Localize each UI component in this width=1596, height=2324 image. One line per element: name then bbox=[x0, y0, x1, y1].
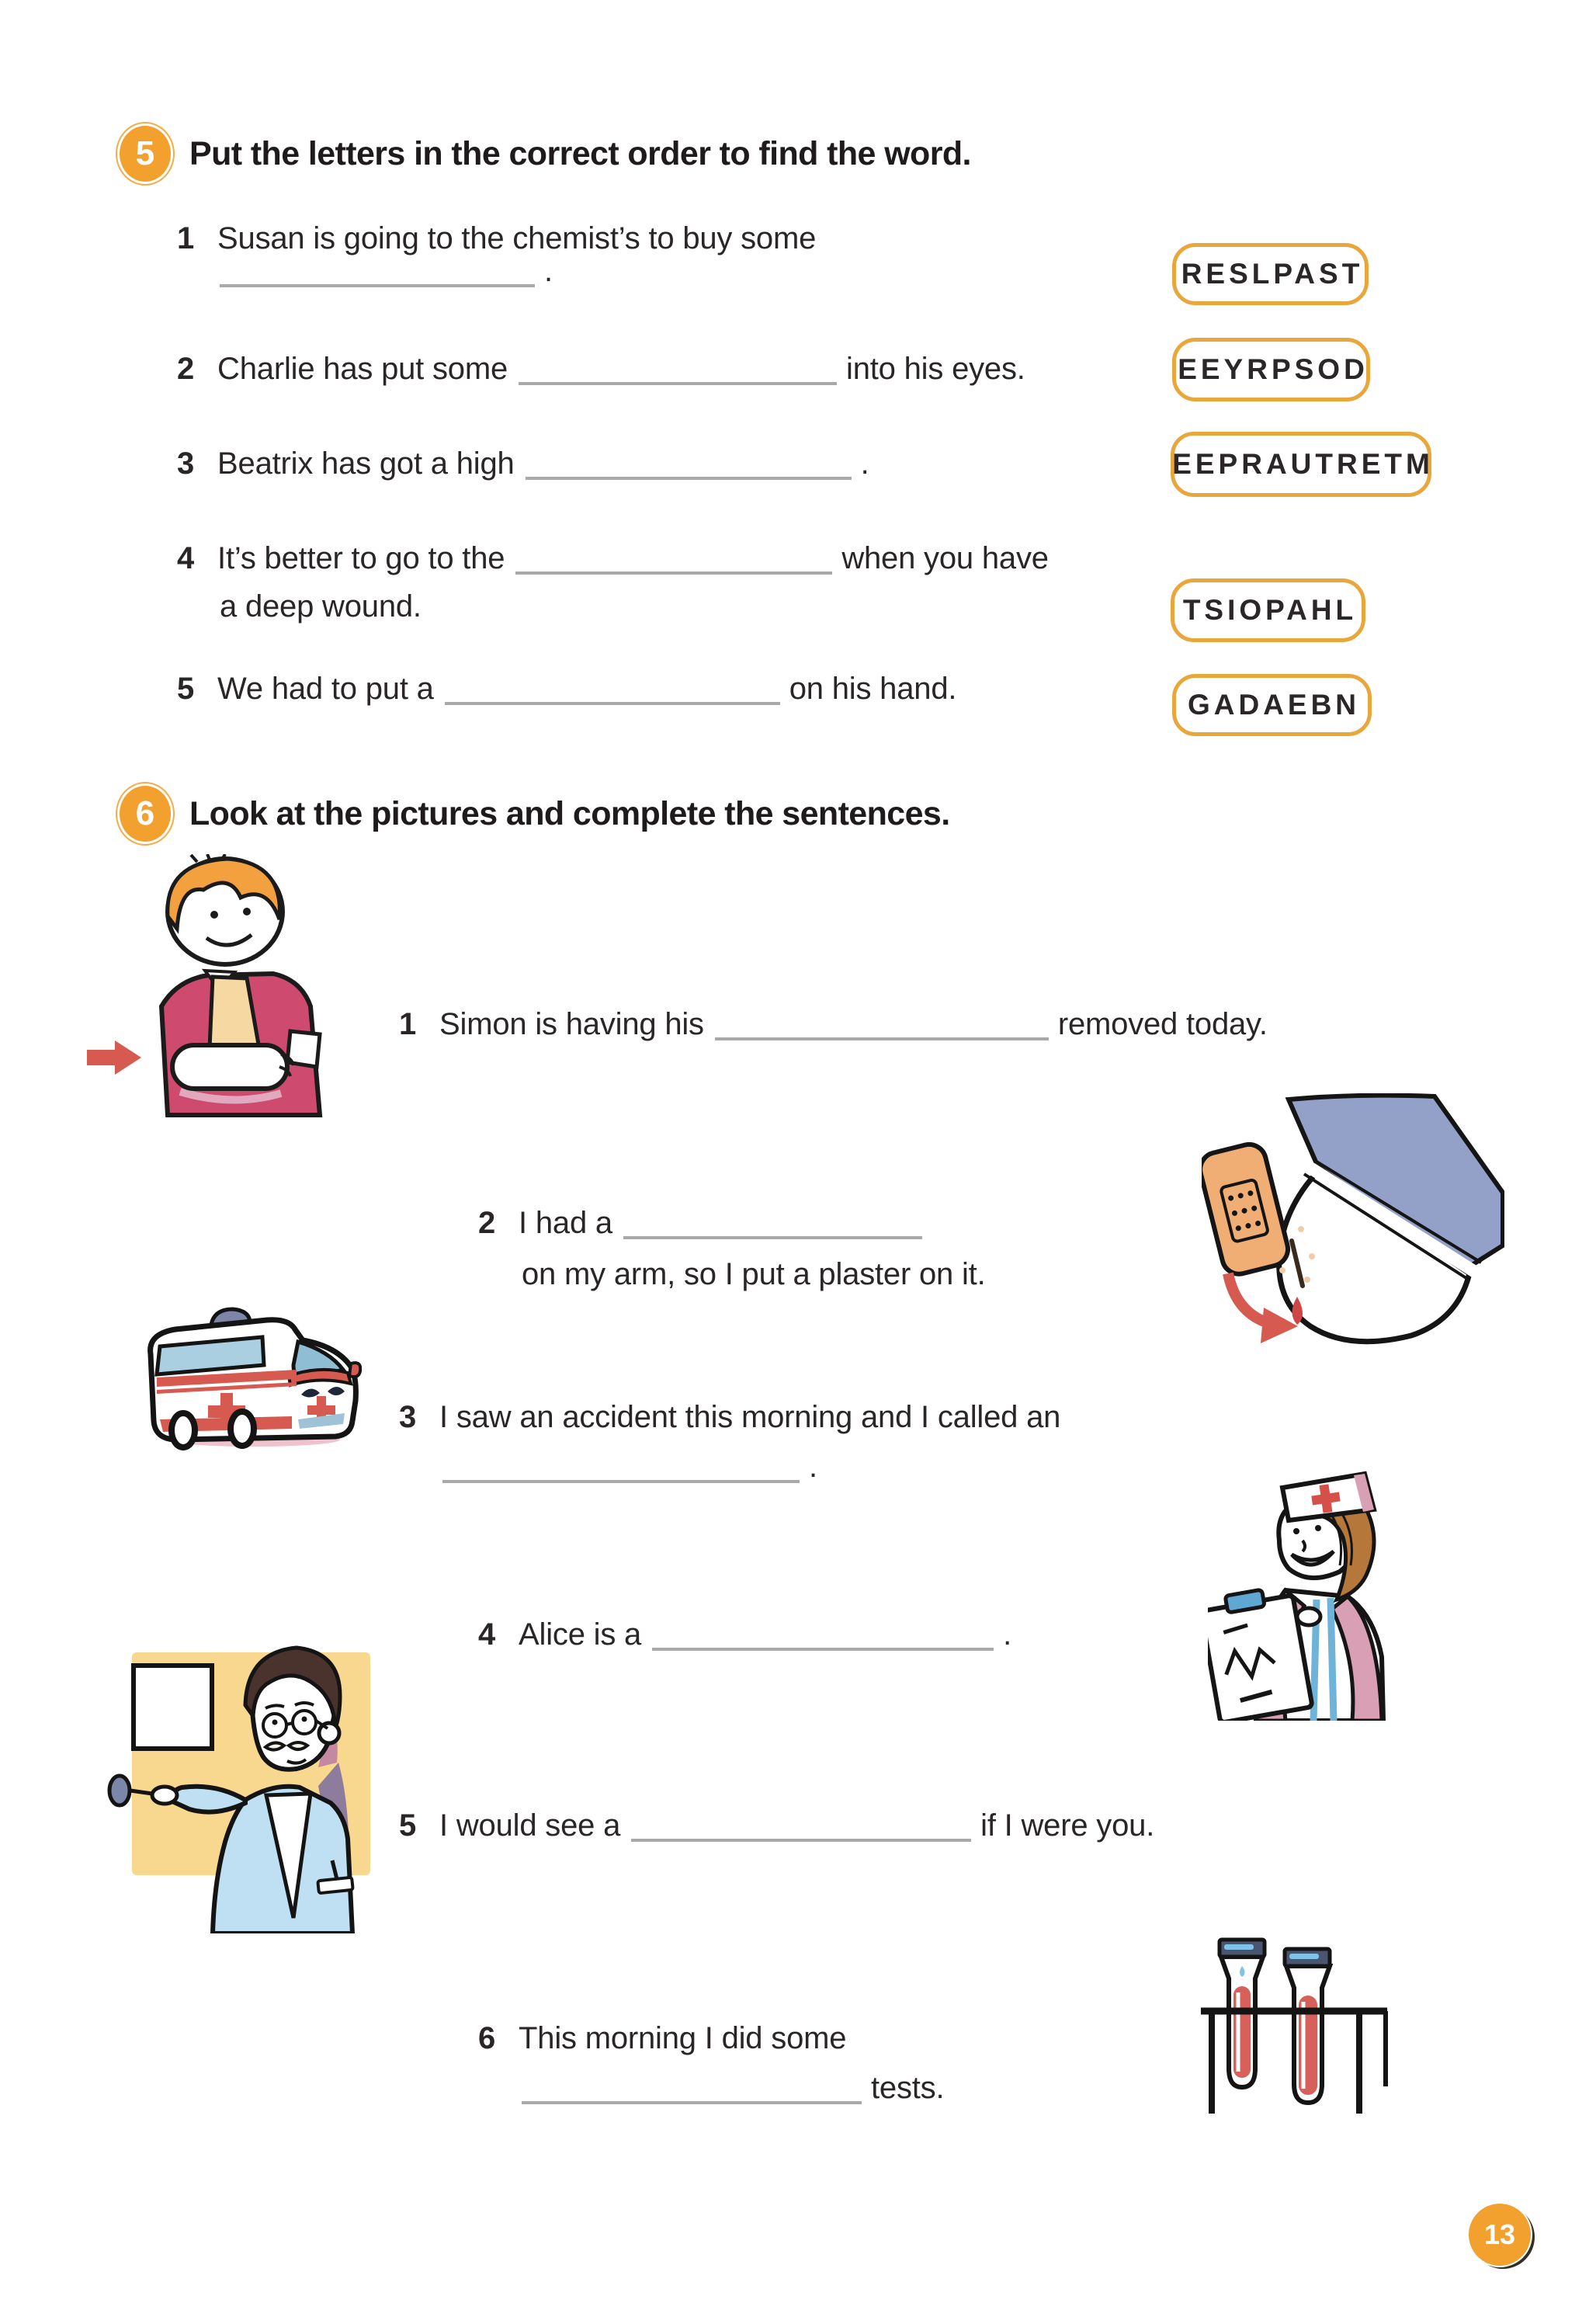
item-number: 3 bbox=[177, 446, 195, 481]
scrambled-word: RESLPAST bbox=[1181, 258, 1364, 290]
sentence-text: Beatrix has got a high bbox=[217, 446, 515, 481]
sentence-text: Simon is having his bbox=[439, 1007, 704, 1041]
sentence-text: on his hand. bbox=[789, 672, 957, 706]
nurse-with-clipboard-illustration bbox=[1208, 1454, 1408, 1721]
answer-blank[interactable] bbox=[519, 356, 837, 385]
ex5-item-4-line-2 bbox=[220, 585, 422, 627]
scrambled-word: EEPRAUTRETM bbox=[1172, 448, 1434, 480]
item-number: 5 bbox=[399, 1808, 417, 1843]
answer-blank[interactable] bbox=[652, 1621, 994, 1651]
ex6-item-2-line-2 bbox=[522, 1253, 986, 1295]
exercise5-header bbox=[120, 126, 971, 182]
exercise6-number-badge: 6 bbox=[120, 786, 171, 842]
sentence-text: We had to put a bbox=[217, 672, 434, 706]
ex6-item-1 bbox=[399, 1003, 1268, 1045]
sentence-text: removed today. bbox=[1057, 1007, 1268, 1041]
sentence-text: This morning I did some bbox=[519, 2021, 847, 2055]
ex6-item-2-line-1 bbox=[478, 1202, 932, 1244]
ex5-item-3 bbox=[177, 443, 869, 485]
ex5-item-1-line-2 bbox=[220, 250, 553, 292]
sentence-text: on my arm, so I put a plaster on it. bbox=[522, 1257, 986, 1291]
cut-arm-with-plaster-illustration bbox=[1202, 1093, 1504, 1357]
sentence-text: into his eyes. bbox=[846, 352, 1025, 386]
item-number: 5 bbox=[177, 672, 195, 706]
answer-blank[interactable] bbox=[220, 258, 535, 287]
sentence-text: It’s better to go to the bbox=[217, 541, 505, 575]
item-number: 2 bbox=[177, 352, 195, 386]
sentence-text: I would see a bbox=[439, 1808, 621, 1843]
page-number-badge bbox=[1469, 2204, 1531, 2266]
answer-blank[interactable] bbox=[631, 1812, 971, 1842]
sentence-text: Charlie has put some bbox=[217, 352, 508, 386]
answer-blank[interactable] bbox=[442, 1454, 800, 1483]
exercise6-title: Look at the pictures and complete the sentences. bbox=[189, 794, 950, 832]
sentence-text: a deep wound. bbox=[220, 589, 422, 624]
ex6-item-3-line-1 bbox=[399, 1396, 1060, 1438]
sentence-text: Alice is a bbox=[519, 1617, 642, 1652]
ex6-item-6-line-1 bbox=[478, 2017, 846, 2059]
sentence-text: . bbox=[1003, 1617, 1012, 1652]
ex6-item-3-line-2 bbox=[442, 1446, 817, 1488]
scrambled-word-box bbox=[1171, 578, 1365, 642]
ambulance-illustration bbox=[137, 1306, 362, 1454]
item-number: 3 bbox=[399, 1400, 417, 1434]
item-number: 4 bbox=[177, 541, 195, 575]
answer-blank[interactable] bbox=[515, 545, 832, 575]
exercise6-header bbox=[120, 786, 950, 842]
scrambled-word-box bbox=[1172, 338, 1370, 401]
sentence-text: . bbox=[860, 446, 869, 481]
sentence-text: Susan is going to the chemist’s to buy some bbox=[217, 221, 817, 255]
doctor-with-head-mirror-illustration bbox=[107, 1631, 375, 1933]
answer-blank[interactable] bbox=[522, 2075, 862, 2104]
sentence-text: tests. bbox=[871, 2071, 945, 2105]
item-number: 1 bbox=[399, 1007, 417, 1041]
ex5-item-4-line-1 bbox=[177, 537, 1049, 579]
answer-blank[interactable] bbox=[526, 450, 852, 480]
scrambled-word: TSIOPAHL bbox=[1182, 594, 1358, 626]
answer-blank[interactable] bbox=[623, 1210, 922, 1239]
scrambled-word-box bbox=[1172, 674, 1372, 736]
sentence-text: if I were you. bbox=[980, 1808, 1155, 1843]
scrambled-word-box bbox=[1172, 243, 1369, 305]
sentence-text: . bbox=[809, 1450, 817, 1484]
sentence-text: I saw an accident this morning and I called an bbox=[439, 1400, 1061, 1434]
exercise5-title: Put the letters in the correct order to find the word. bbox=[189, 134, 971, 172]
sentence-text: I had a bbox=[519, 1206, 612, 1240]
sentence-text: when you have bbox=[841, 541, 1049, 575]
ex6-item-4 bbox=[478, 1614, 1011, 1655]
ex5-item-2 bbox=[177, 348, 1025, 390]
sentence-text: . bbox=[544, 254, 553, 288]
ex6-item-6-line-2 bbox=[522, 2067, 944, 2109]
ex6-item-5 bbox=[399, 1805, 1154, 1846]
boy-with-arm-in-sling-illustration bbox=[81, 854, 337, 1118]
scrambled-word: EEYRPSOD bbox=[1178, 353, 1369, 385]
exercise5-number-badge: 5 bbox=[120, 126, 171, 182]
item-number: 2 bbox=[478, 1206, 496, 1240]
blood-test-tubes-illustration bbox=[1199, 1912, 1393, 2121]
page-number: 13 bbox=[1483, 2218, 1516, 2250]
item-number: 6 bbox=[478, 2021, 496, 2055]
scrambled-word: GADAEBN bbox=[1187, 689, 1361, 721]
answer-blank[interactable] bbox=[715, 1011, 1049, 1040]
item-number: 1 bbox=[177, 221, 195, 255]
ex5-item-5 bbox=[177, 668, 956, 710]
item-number: 4 bbox=[478, 1617, 496, 1652]
answer-blank[interactable] bbox=[445, 676, 780, 705]
scrambled-word-box bbox=[1171, 432, 1434, 497]
